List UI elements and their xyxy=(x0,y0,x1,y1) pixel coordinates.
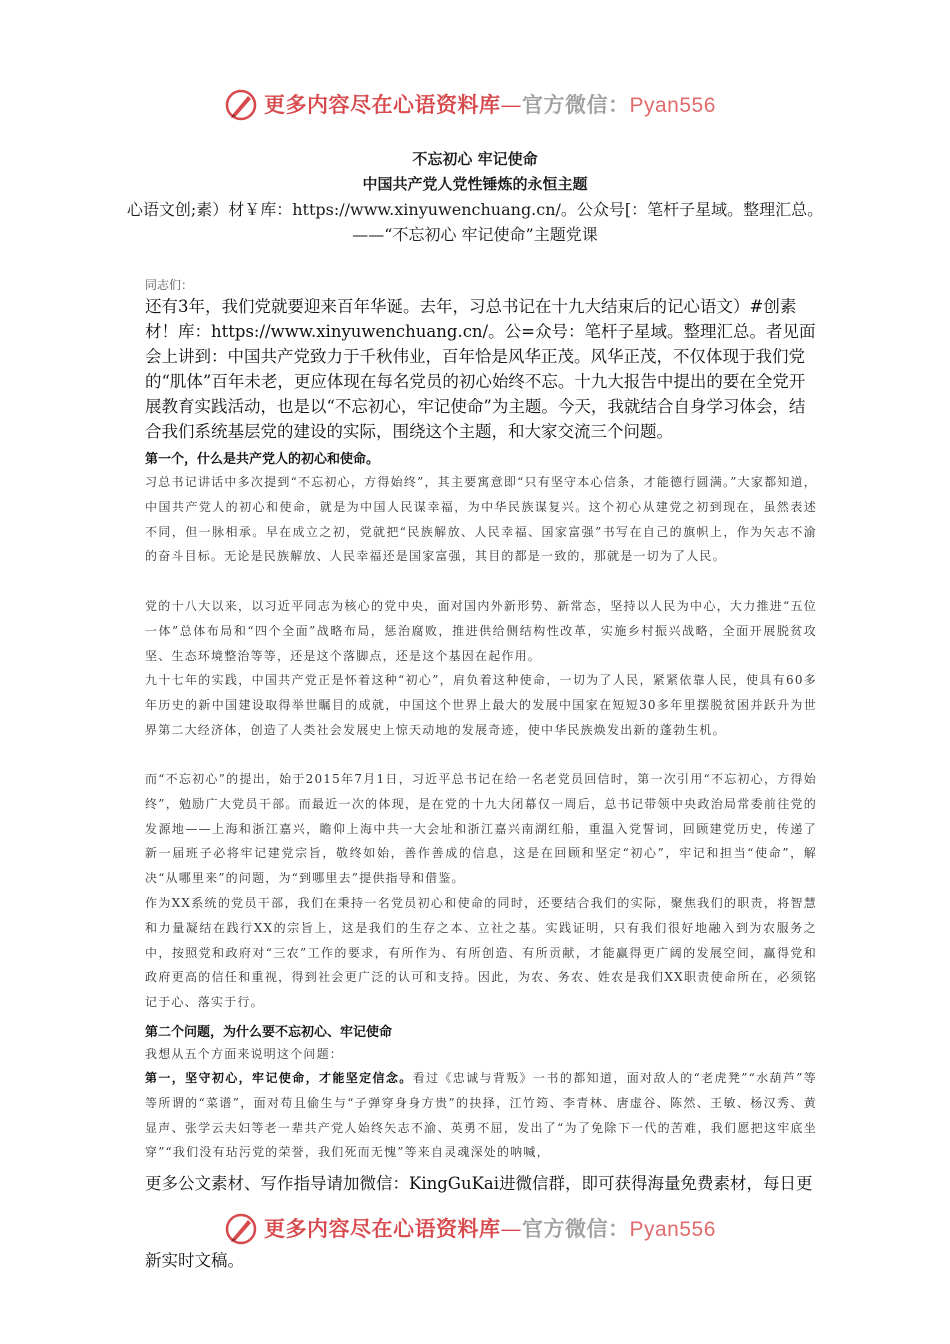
paragraph-7-lead: 第一，坚守初心，牢记使命，才能坚定信念。 xyxy=(145,1071,413,1085)
doc-title: 不忘初心 牢记使命 xyxy=(412,150,538,168)
paragraph-3: 九十七年的实践，中国共产党正是怀着这种“初心”，肩负着这种使命，一切为了人民，紧紧依靠人民，使具有60多年历史的新中国建设取得举世瞩目的成就，中国这个世界上最大的发展中国家在短短30多年里摆脱贫困并跃升为世界第二大经济体，创造了人类社会发展史上惊天动地的发展奇迹，使中华民族焕发出新的蓬勃生机。 xyxy=(145,673,817,737)
footer-note: 更多公文素材、写作指导请加微信：KingGuKai进微信群，即可获得海量免费素材，每日更 xyxy=(145,1174,813,1193)
paragraph-1: 习总书记讲话中多次提到“不忘初心，方得始终”，其主要寓意即“只有坚守本心信条，才能德行圆满。”大家都知道，中国共产党人的初心和使命，就是为中国人民谋幸福，为中华民族谋复兴。这个初心从建党之初到现在，虽然表述不同，但一脉相承。早在成立之初，党就把“民族解放、人民幸福、国家富强”书写在自己的旗帜上，作为矢志不渝的奋斗目标。无论是民族解放、人民幸福还是国家富强，其目的都是一致的，那就是一切为了人民。 xyxy=(145,475,817,564)
pen-logo-icon xyxy=(224,88,258,122)
heading-2: 第二个问题，为什么要不忘初心、牢记使命 xyxy=(145,1025,393,1040)
intro-paragraph: 还有3年，我们党就要迎来百年华诞。去年，习总书记在十九大结束后的记心语文）#创素材！库：https://www.xinyuwenchuang.cn/。公=众号：笔杆子星域。整理汇总。者见面会上讲到：中国共产党致力于千秋伟业，百年恰是风华正茂。风华正茂，不仅体现于我们党的“肌体”百年未老，更应体现在每名党员的初心始终不忘。十九大报告中提出的要在全党开展教育实践活动，也是以“不忘初心，牢记使命”为主题。今天，我就结合自身学习体会，结合我们系统基层党的建设的实际，围绕这个主题，和大家交流三个问题。 xyxy=(145,297,816,441)
banner-text: 更多内容尽在心语资料库—官方微信：Pyan556 xyxy=(264,1216,716,1241)
paragraph-6: 我想从五个方面来说明这个问题： xyxy=(145,1047,344,1061)
bottom-banner xyxy=(0,1208,950,1248)
pen-logo-icon xyxy=(224,1212,258,1246)
paragraph-2: 党的十八大以来，以习近平同志为核心的党中央，面对国内外新形势、新常态，坚持以人民为中心，大力推进“五位一体”总体布局和“四个全面”战略布局，惩治腐败，推进供给侧结构性改革，实施乡村振兴战略，全面开展脱贫攻坚、生态环境整治等等，还是这个落脚点，还是这个基因在起作用。 xyxy=(145,599,817,663)
top-banner xyxy=(0,84,950,124)
lesson-line: ——“不忘初心 牢记使命”主题党课 xyxy=(352,225,598,244)
footer-note-end: 新实时文稿。 xyxy=(145,1251,244,1270)
heading-1: 第一个，什么是共产党人的初心和使命。 xyxy=(145,452,380,467)
doc-subtitle: 中国共产党人党性锤炼的永恒主题 xyxy=(362,175,588,193)
banner-text: 更多内容尽在心语资料库—官方微信：Pyan556 xyxy=(264,92,716,117)
paragraph-5: 作为XX系统的党员干部，我们在秉持一名党员初心和使命的同时，还要结合我们的实际，聚焦我们的职责，将智慧和力量凝结在践行XX的宗旨上，这是我们的生存之本、立社之基。实践证明，只有我们很好地融入到为农服务之中，按照党和政府对“三农”工作的要求，有所作为、有所创造、有所贡献，才能赢得更广阔的发展空间，赢得党和政府更高的信任和重视，得到社会更广泛的认可和支持。因此，为农、务农、姓农是我们XX职责使命所在，必须铭记于心、落实于行。 xyxy=(145,896,817,1010)
paragraph-7: 第一，坚守初心，牢记使命，才能坚定信念。看过《忠诚与背叛》一书的都知道，面对敌人的“老虎凳”“水葫芦”等等所谓的“菜谱”，面对苟且偷生与“子弹穿身身方贵”的抉择，江竹筠、李青林、唐虚谷、陈然、王敏、杨汉秀、黄显声、张学云夫妇等老一辈共产党人始终矢志不渝、英勇不屈，发出了“为了免除下一代的苦难，我们愿把这牢底坐穿”“我们没有玷污党的荣誉，我们死而无愧”等来自灵魂深处的呐喊， xyxy=(145,1071,817,1160)
paragraph-4: 而“不忘初心”的提出，始于2015年7月1日，习近平总书记在给一名老党员回信时，第一次引用“不忘初心，方得始终”，勉励广大党员干部。而最近一次的体现，是在党的十九大闭幕仅一周后，总书记带领中央政治局常委前往党的发源地——上海和浙江嘉兴，瞻仰上海中共一大会址和浙江嘉兴南湖红船，重温入党誓词，回顾建党历史，传递了新一届班子必将牢记建党宗旨，敬终如始，善作善成的信息，这是在回顾和坚定“初心”，牢记和担当“使命”，解决“从哪里来”的问题，为“到哪里去”提供指导和借鉴。 xyxy=(145,772,817,886)
greeting: 同志们： xyxy=(145,278,194,292)
source-line: 心语文创;素）材￥库：https://www.xinyuwenchuang.cn/。公众号[：笔杆子星域。整理汇总。 xyxy=(126,200,824,219)
